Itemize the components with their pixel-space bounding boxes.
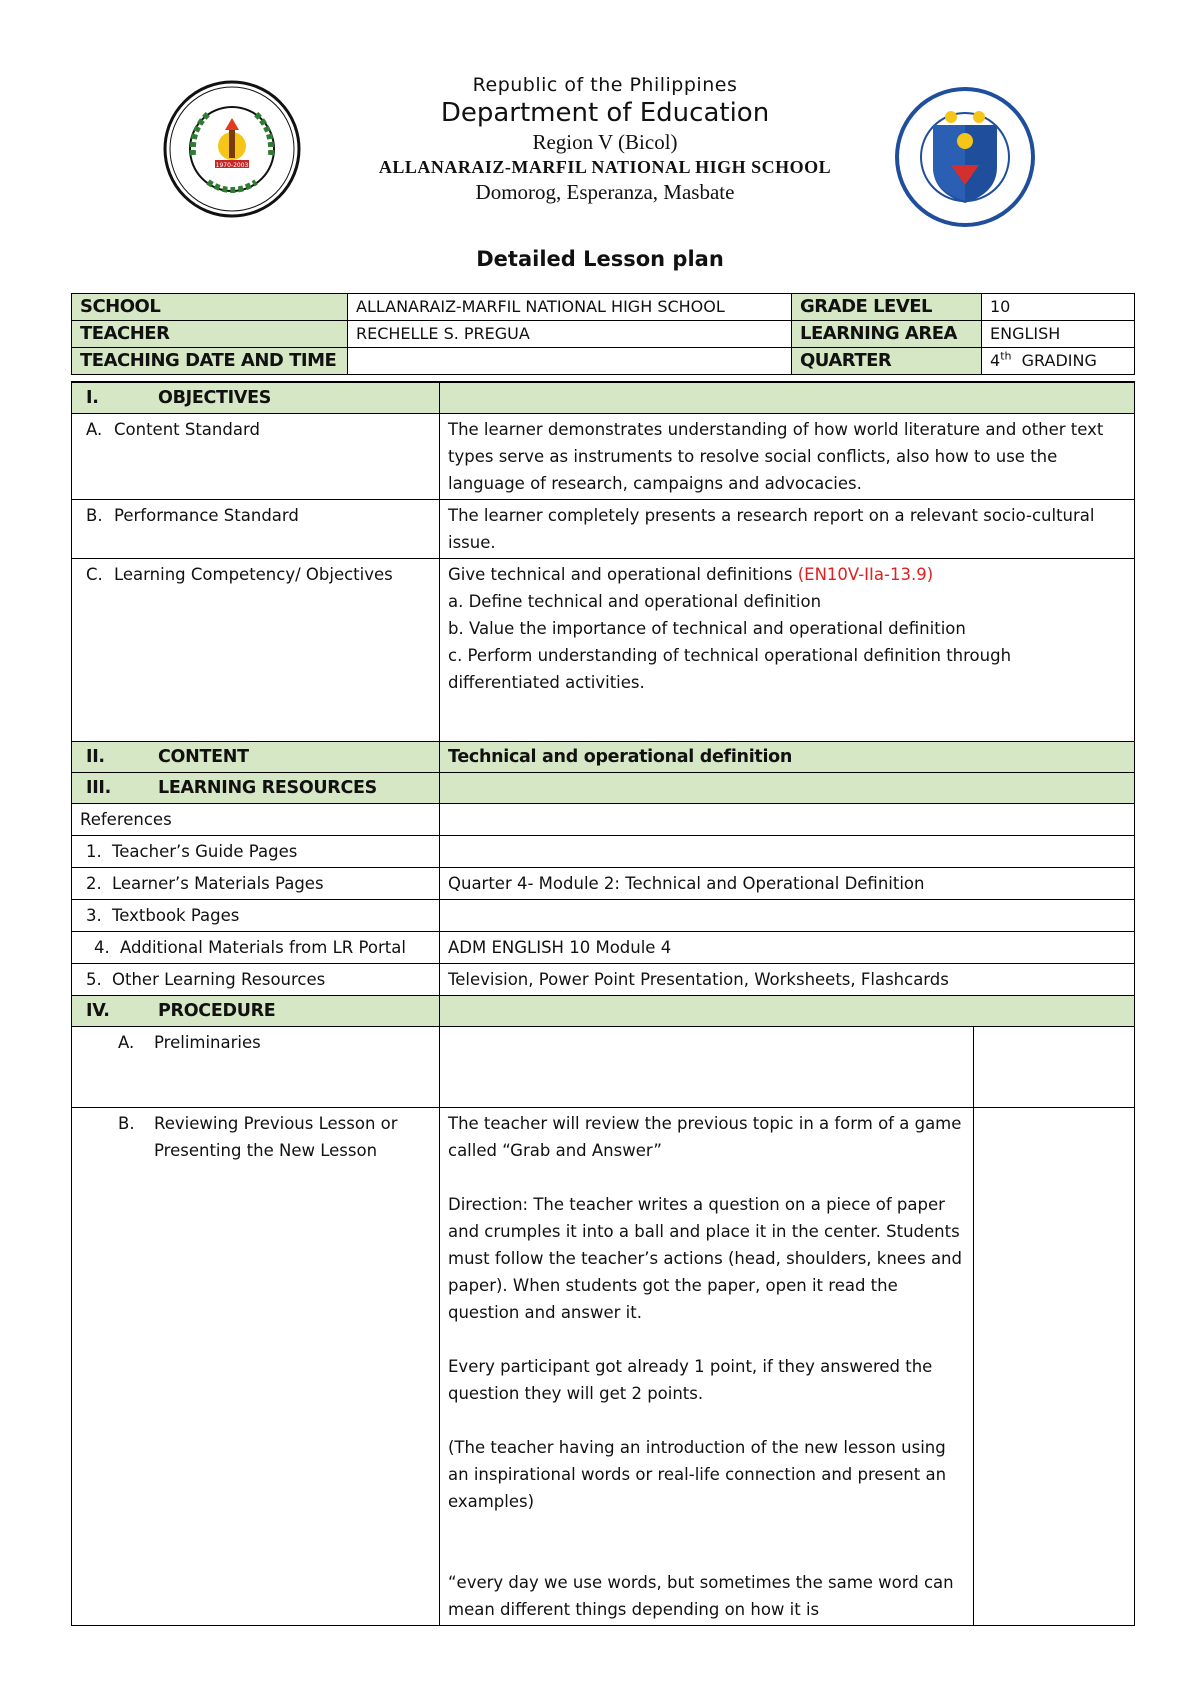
school-address: Domorog, Esperanza, Masbate [475, 180, 735, 204]
grade-value: 10 [982, 294, 1135, 321]
content-standard-row: A. Content Standard The learner demonstrates understanding of how world literature and other text types serve as instruments to resolve social conflicts, also how to use the language of research, campaigns and advocacies. [72, 414, 1135, 500]
school-logo-icon [163, 80, 301, 218]
school-value: ALLANARAIZ-MARFIL NATIONAL HIGH SCHOOL [348, 294, 792, 321]
lesson-table [71, 381, 1135, 1626]
resource-row: 3. Textbook Pages [72, 900, 1135, 932]
grade-label: GRADE LEVEL [792, 294, 982, 321]
department-text: Department of Education [440, 98, 770, 128]
competency-row: C. Learning Competency/ Objectives Give technical and operational definitions (EN10V-IIa-13.9) a. Define technical and operational definition b. Value the importance of technical and operational definition c. Perform understanding of technical operational definition through differentiated activities. [72, 559, 1135, 742]
republic-text: Republic of the Philippines [472, 74, 738, 96]
reviewing-row: B. Reviewing Previous Lesson or Presenting the New Lesson The teacher will review the previous topic in a form of a game called “Grab and Answer” Direction: The teacher writes a question on a piece of paper and crumples it into a ball and place it in the center. Students must follow the teacher’s actions (head, shoulders, knees and paper). When students got the paper, open it read the question and answer it. Every participant got already 1 point, if they answered the question they will get 2 points. (The teacher having an introduction of the new lesson using an inspirational words or real-life connection and present an examples) “every day we use words, but sometimes the same word can mean different things depending on how it is [72, 1108, 1135, 1626]
letterhead [300, 74, 910, 205]
resource-row: 1. Teacher’s Guide Pages [72, 836, 1135, 868]
teacher-label: TEACHER [72, 321, 348, 348]
teacher-value: RECHELLE S. PREGUA [348, 321, 792, 348]
region-text: Region V (Bicol) [532, 130, 678, 154]
school-label: SCHOOL [72, 294, 348, 321]
area-label: LEARNING AREA [792, 321, 982, 348]
info-table [71, 293, 1135, 375]
preliminaries-row: A. Preliminaries [72, 1027, 1135, 1108]
svg-text:1970-2003: 1970-2003 [215, 162, 249, 169]
deped-seal-icon [893, 85, 1037, 229]
performance-standard-row: B. Performance Standard The learner completely presents a research report on a relevant socio-cultural issue. [72, 500, 1135, 559]
date-value [348, 348, 792, 375]
procedure-header: IV. PROCEDURE [72, 996, 1135, 1027]
references-row: References [72, 804, 1135, 836]
resource-row: 4. Additional Materials from LR Portal ADM ENGLISH 10 Module 4 [72, 932, 1135, 964]
area-value: ENGLISH [982, 321, 1135, 348]
school-name: ALLANARAIZ-MARFIL NATIONAL HIGH SCHOOL [378, 157, 832, 177]
objectives-header: I. OBJECTIVES [72, 382, 1135, 414]
content-header: II. CONTENT Technical and operational definition [72, 742, 1135, 773]
document-title: Detailed Lesson plan [476, 247, 724, 271]
resources-header: III. LEARNING RESOURCES [72, 773, 1135, 804]
quarter-value: 4th GRADING [982, 348, 1135, 375]
quarter-label: QUARTER [792, 348, 982, 375]
competency-code: (EN10V-IIa-13.9) [797, 565, 934, 584]
resource-row: 5. Other Learning Resources Television, Power Point Presentation, Worksheets, Flashcards [72, 964, 1135, 996]
resource-row: 2. Learner’s Materials Pages Quarter 4- Module 2: Technical and Operational Definition [72, 868, 1135, 900]
date-label: TEACHING DATE AND TIME [72, 348, 348, 375]
